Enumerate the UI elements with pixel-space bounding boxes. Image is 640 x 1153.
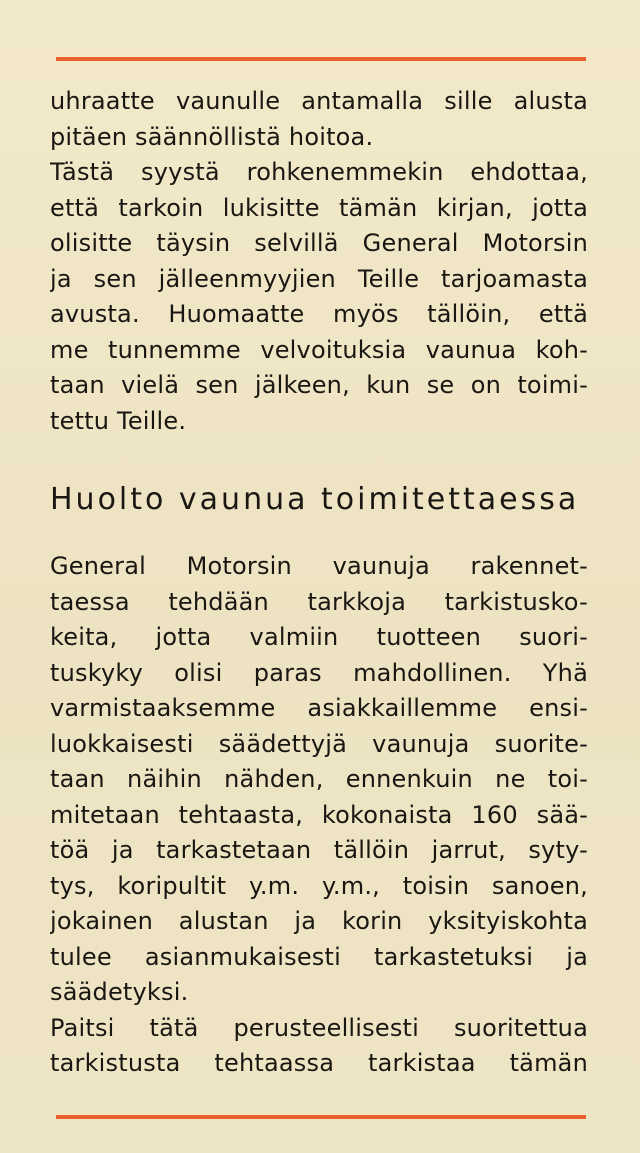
text-line: mitetaan tehtaasta, kokonaista 160 sää- <box>50 800 588 829</box>
text-line: taan vielä sen jälkeen, kun se on toimi- <box>50 371 588 399</box>
bottom-divider <box>56 1115 586 1119</box>
section-heading: Huolto vaunua toimitettaessa <box>50 482 580 517</box>
text-line: ja sen jälleenmyyjien Teille tarjoamasta <box>50 264 588 293</box>
text-line: taessa tehdään tarkkoja tarkistusko- <box>50 587 588 616</box>
text-line: tuskyky olisi paras mahdollinen. Yhä <box>50 658 588 687</box>
text-line: Paitsi tätä perusteellisesti suoritettua <box>50 1013 588 1042</box>
text-line: tulee asianmukaisesti tarkastetuksi ja <box>50 942 588 971</box>
text-line: me tunnemme velvoituksia vaunua koh- <box>50 335 588 364</box>
intro-paragraph <box>50 84 588 439</box>
text-line: että tarkoin lukisitte tämän kirjan, jotta <box>50 193 588 222</box>
text-line: säädetyksi. <box>50 978 189 1006</box>
text-line: Tästä syystä rohkenemmekin ehdottaa, <box>50 158 588 186</box>
text-line: tys, koripultit y.m. y.m., toisin sanoen, <box>50 871 588 900</box>
text-line: pitäen säännöllistä hoitoa. <box>50 122 374 151</box>
section-body <box>50 549 588 1082</box>
text-line: avusta. Huomaatte myös tällöin, että <box>50 300 588 328</box>
text-line: General Motorsin vaunuja rakennet- <box>50 552 588 580</box>
text-line: jokainen alustan ja korin yksityiskohta <box>50 907 588 935</box>
text-line: taan näihin nähden, ennenkuin ne toi- <box>50 765 588 793</box>
text-line: luokkaisesti säädettyjä vaunuja suorite- <box>50 729 588 758</box>
text-line: varmistaaksemme asiakkaillemme ensi- <box>50 694 588 722</box>
text-line: uhraatte vaunulle antamalla sille alusta <box>50 87 588 115</box>
top-divider <box>56 57 586 61</box>
text-line: keita, jotta valmiin tuotteen suori- <box>50 623 588 651</box>
text-line: töä ja tarkastetaan tällöin jarrut, syty- <box>50 836 588 864</box>
text-line: tettu Teille. <box>50 406 187 435</box>
text-line: tarkistusta tehtaassa tarkistaa tämän <box>50 1049 588 1077</box>
text-line: olisitte täysin selvillä General Motorsin <box>50 229 588 257</box>
